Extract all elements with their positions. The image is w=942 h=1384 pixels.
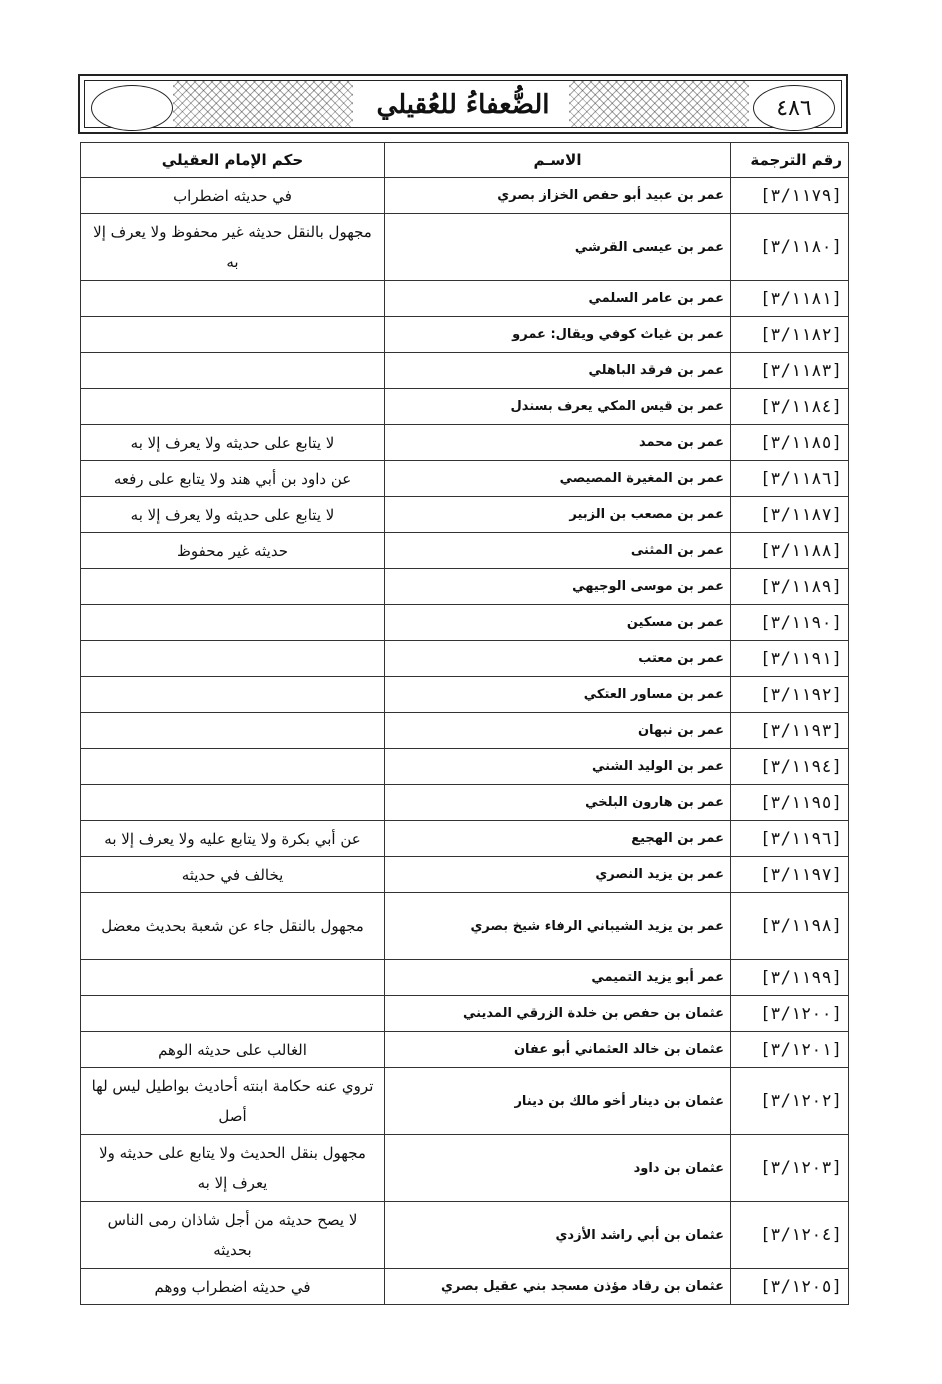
entry-number: [٣/١١٨٠] — [731, 214, 849, 281]
aqili-ruling — [81, 785, 385, 821]
narrator-name: عمر بن يزيد النصري — [385, 857, 731, 893]
entry-number: [٣/١١٨٧] — [731, 497, 849, 533]
publisher-seal — [91, 85, 173, 131]
narrator-name: عمر بن معتب — [385, 641, 731, 677]
aqili-ruling: عن أبي بكرة ولا يتابع عليه ولا يعرف إلا به — [81, 821, 385, 857]
aqili-ruling — [81, 713, 385, 749]
table-row — [81, 497, 849, 533]
entry-number: [٣/١١٩٩] — [731, 960, 849, 996]
table-row — [81, 1202, 849, 1269]
aqili-ruling — [81, 605, 385, 641]
narrator-name: عمر بن موسى الوجيهي — [385, 569, 731, 605]
table-row — [81, 389, 849, 425]
aqili-ruling: تروي عنه حكامة ابنته أحاديث بواطيل ليس لها أصل — [81, 1068, 385, 1135]
table-row — [81, 461, 849, 497]
aqili-ruling: عن داود بن أبي هند ولا يتابع على رفعه — [81, 461, 385, 497]
narrator-name: عمر بن غياث كوفي ويقال: عمرو — [385, 317, 731, 353]
narrator-name: عمر بن عبيد أبو حفص الخزاز بصري — [385, 178, 731, 214]
narrator-name: عثمان بن خالد العثماني أبو عفان — [385, 1032, 731, 1068]
narrator-name: عمر بن عامر السلمي — [385, 281, 731, 317]
entry-number: [٣/١١٨٥] — [731, 425, 849, 461]
entry-number: [٣/١١٧٩] — [731, 178, 849, 214]
narrator-name: عمر بن نبهان — [385, 713, 731, 749]
table-row — [81, 677, 849, 713]
aqili-ruling: يخالف في حديثه — [81, 857, 385, 893]
table-row — [81, 533, 849, 569]
table-row — [81, 214, 849, 281]
aqili-ruling — [81, 317, 385, 353]
table-row — [81, 713, 849, 749]
header-ornament-right — [569, 81, 749, 127]
aqili-ruling — [81, 281, 385, 317]
narrator-name: عمر أبو يزيد التميمي — [385, 960, 731, 996]
aqili-ruling: في حديثه اضطراب — [81, 178, 385, 214]
book-title: الضُّعفاءُ للعُقيلي — [359, 83, 568, 127]
narrator-name: عمر بن الوليد الشني — [385, 749, 731, 785]
page-number: ٤٨٦ — [753, 85, 835, 131]
entry-number: [٣/١١٩٨] — [731, 893, 849, 960]
table-row — [81, 425, 849, 461]
narrator-name: عمر بن المغيرة المصيصي — [385, 461, 731, 497]
narrator-name: عثمان بن دينار أخو مالك بن دينار — [385, 1068, 731, 1135]
table-row — [81, 821, 849, 857]
entry-number: [٣/١١٨٨] — [731, 533, 849, 569]
narrator-name: عمر بن فرقد الباهلي — [385, 353, 731, 389]
entry-number: [٣/١١٩٠] — [731, 605, 849, 641]
entry-number: [٣/١١٨١] — [731, 281, 849, 317]
table-row — [81, 857, 849, 893]
aqili-ruling — [81, 960, 385, 996]
narrator-name: عمر بن قيس المكي يعرف بسندل — [385, 389, 731, 425]
narrator-name: عثمان بن رقاد مؤذن مسجد بني عقيل بصري — [385, 1269, 731, 1305]
narrator-name: عمر بن مسكين — [385, 605, 731, 641]
aqili-ruling: في حديثه اضطراب ووهم — [81, 1269, 385, 1305]
header-ornament-left — [173, 81, 353, 127]
entry-number: [٣/١٢٠٠] — [731, 996, 849, 1032]
narrator-name: عمر بن مصعب بن الزبير — [385, 497, 731, 533]
entry-number: [٣/١١٩٧] — [731, 857, 849, 893]
column-header-ruling: حكم الإمام العقيلي — [81, 143, 385, 178]
page-header — [78, 74, 848, 134]
aqili-ruling: مجهول بالنقل جاء عن شعبة بحديث معضل — [81, 893, 385, 960]
aqili-ruling — [81, 677, 385, 713]
table-row — [81, 1135, 849, 1202]
entry-number: [٣/١١٨٩] — [731, 569, 849, 605]
table-row — [81, 641, 849, 677]
narrator-name: عمر بن يزيد الشيباني الرفاء شيخ بصري — [385, 893, 731, 960]
narrator-name: عثمان بن أبي راشد الأزدي — [385, 1202, 731, 1269]
aqili-ruling — [81, 641, 385, 677]
aqili-ruling: مجهول بالنقل حديثه غير محفوظ ولا يعرف إلا به — [81, 214, 385, 281]
table-row — [81, 1269, 849, 1305]
entry-number: [٣/١١٩٥] — [731, 785, 849, 821]
narrators-table — [80, 142, 849, 1305]
aqili-ruling: الغالب على حديثه الوهم — [81, 1032, 385, 1068]
aqili-ruling: لا يصح حديثه من أجل شاذان رمى الناس بحديثه — [81, 1202, 385, 1269]
column-header-name: الاسـم — [385, 143, 731, 178]
table-row — [81, 605, 849, 641]
table-header-row — [81, 143, 849, 178]
aqili-ruling: لا يتابع على حديثه ولا يعرف إلا به — [81, 497, 385, 533]
table-row — [81, 749, 849, 785]
entry-number: [٣/١١٩٣] — [731, 713, 849, 749]
narrator-name: عمر بن الهجيع — [385, 821, 731, 857]
aqili-ruling: لا يتابع على حديثه ولا يعرف إلا به — [81, 425, 385, 461]
entry-number: [٣/١١٩١] — [731, 641, 849, 677]
table-row — [81, 281, 849, 317]
aqili-ruling: مجهول بنقل الحديث ولا يتابع على حديثه ولا يعرف إلا به — [81, 1135, 385, 1202]
column-header-number: رقم الترجمة — [731, 143, 849, 178]
entry-number: [٣/١٢٠١] — [731, 1032, 849, 1068]
aqili-ruling: حديثه غير محفوظ — [81, 533, 385, 569]
narrator-name: عثمان بن حفص بن خلدة الزرقي المديني — [385, 996, 731, 1032]
narrator-name: عمر بن هارون البلخي — [385, 785, 731, 821]
narrator-name: عمر بن عيسى القرشي — [385, 214, 731, 281]
entry-number: [٣/١١٨٣] — [731, 353, 849, 389]
aqili-ruling — [81, 749, 385, 785]
narrator-name: عمر بن مساور العتكي — [385, 677, 731, 713]
entry-number: [٣/١١٨٦] — [731, 461, 849, 497]
table-row — [81, 893, 849, 960]
table-row — [81, 785, 849, 821]
aqili-ruling — [81, 353, 385, 389]
entry-number: [٣/١١٩٤] — [731, 749, 849, 785]
entry-number: [٣/١١٨٢] — [731, 317, 849, 353]
narrator-name: عمر بن المثنى — [385, 533, 731, 569]
entry-number: [٣/١١٩٦] — [731, 821, 849, 857]
table-row — [81, 1032, 849, 1068]
entry-number: [٣/١١٩٢] — [731, 677, 849, 713]
aqili-ruling — [81, 569, 385, 605]
table-row — [81, 960, 849, 996]
table-row — [81, 569, 849, 605]
aqili-ruling — [81, 389, 385, 425]
entry-number: [٣/١٢٠٥] — [731, 1269, 849, 1305]
table-row — [81, 178, 849, 214]
aqili-ruling — [81, 996, 385, 1032]
table-row — [81, 996, 849, 1032]
entry-number: [٣/١٢٠٢] — [731, 1068, 849, 1135]
entry-number: [٣/١٢٠٤] — [731, 1202, 849, 1269]
table-row — [81, 1068, 849, 1135]
narrator-name: عثمان بن داود — [385, 1135, 731, 1202]
table-row — [81, 317, 849, 353]
narrator-name: عمر بن محمد — [385, 425, 731, 461]
header-frame — [84, 80, 842, 128]
entry-number: [٣/١١٨٤] — [731, 389, 849, 425]
table-row — [81, 353, 849, 389]
entry-number: [٣/١٢٠٣] — [731, 1135, 849, 1202]
